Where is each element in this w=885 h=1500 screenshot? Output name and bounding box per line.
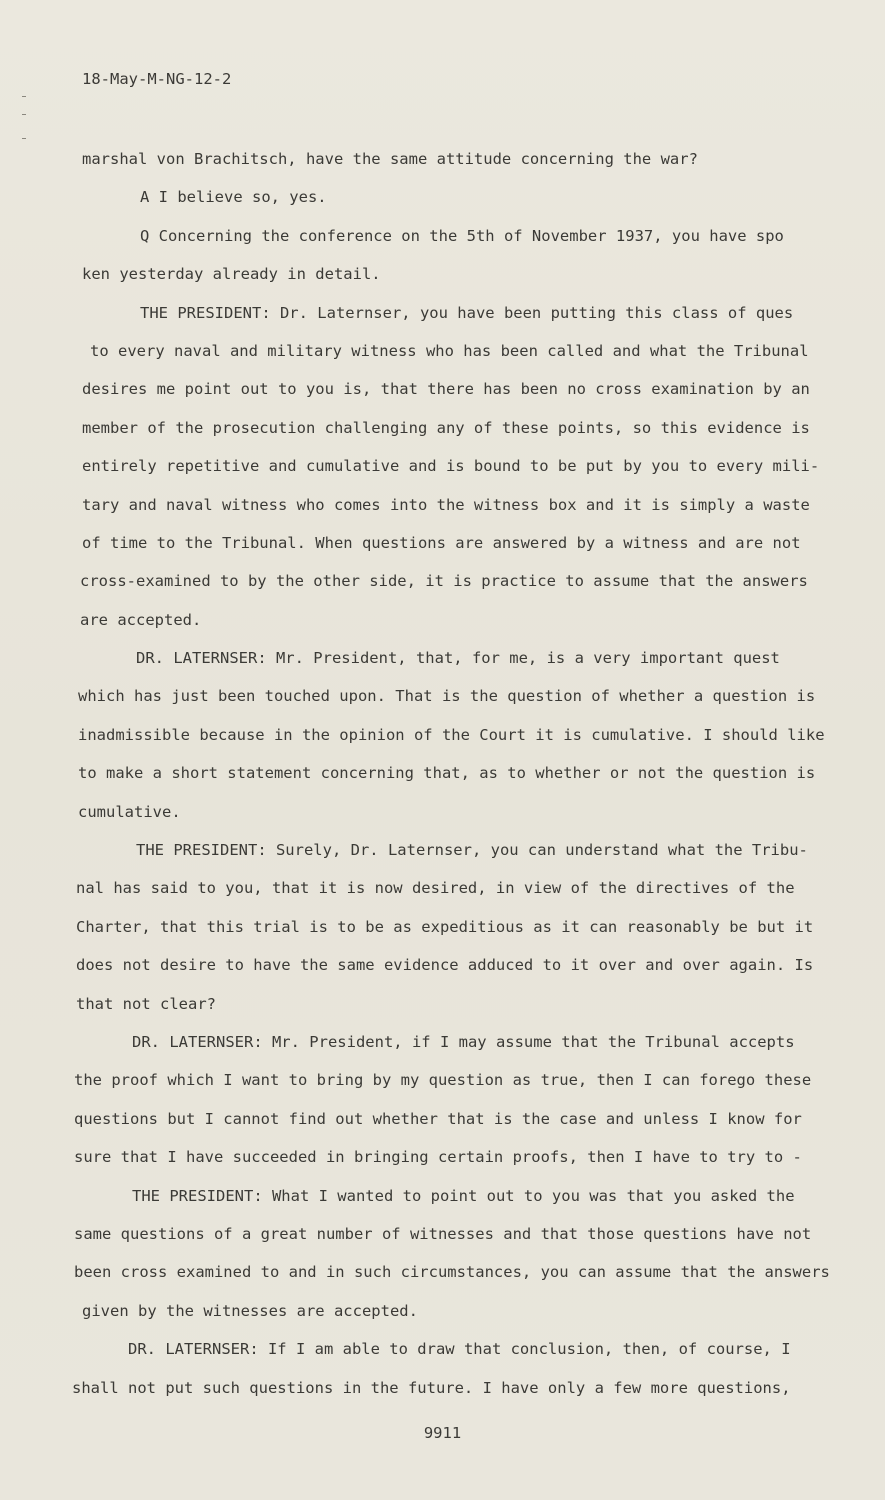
transcript-line: Charter, that this trial is to be as expeditious as it can reasonably be but it [76, 917, 814, 936]
transcript-line: marshal von Brachitsch, have the same attitude concerning the war? [82, 150, 698, 168]
transcript-line: questions but I cannot find out whether that is the case and unless I know for [74, 1109, 802, 1128]
transcript-line: desires me point out to you is, that there has been no cross examination by an [82, 380, 810, 399]
transcript-line: THE PRESIDENT: Dr. Laternser, you have been putting this class of ques [140, 303, 794, 322]
transcript-line: tary and naval witness who comes into the witness box and it is simply a waste [82, 495, 810, 514]
transcript-line: given by the witnesses are accepted. [82, 1301, 418, 1320]
transcript-line: A I believe so, yes. [140, 188, 327, 207]
transcript-line: been cross examined to and in such circumstances, you can assume that the answers [74, 1263, 830, 1282]
transcript-line: entirely repetitive and cumulative and is bound to be put by you to every mili- [82, 457, 820, 476]
transcript-body [70, 140, 840, 1407]
transcript-line: shall not put such questions in the future. I have only a few more questions, [72, 1378, 791, 1397]
page-number: 9911 [423, 1424, 462, 1442]
transcript-line: that not clear? [76, 994, 216, 1013]
transcript-line: Q Concerning the conference on the 5th of November 1937, you have spo [140, 226, 784, 245]
document-reference: 18-May-M-NG-12-2 [82, 70, 232, 88]
transcript-line: which has just been touched upon. That is the question of whether a question is [78, 687, 816, 706]
transcript-line: THE PRESIDENT: What I wanted to point out to you was that you asked the [132, 1186, 795, 1205]
transcript-line: to make a short statement concerning that, as to whether or not the question is [78, 764, 816, 783]
transcript-line: cross-examined to by the other side, it is practice to assume that the answers [80, 572, 808, 591]
transcript-line: DR. LATERNSER: If I am able to draw that conclusion, then, of course, I [128, 1340, 791, 1359]
transcript-line: THE PRESIDENT: Surely, Dr. Laternser, you can understand what the Tribu- [136, 841, 808, 860]
transcript-line: sure that I have succeeded in bringing certain proofs, then I have to try to - [74, 1148, 802, 1167]
transcript-line: nal has said to you, that it is now desired, in view of the directives of the [76, 879, 795, 898]
margin-marks [18, 92, 30, 152]
transcript-line: same questions of a great number of witnesses and that those questions have not [74, 1224, 812, 1243]
transcript-line: DR. LATERNSER: Mr. President, that, for me, is a very important quest [136, 649, 780, 668]
transcript-line: DR. LATERNSER: Mr. President, if I may assume that the Tribunal accepts [132, 1032, 795, 1051]
transcript-line: the proof which I want to bring by my question as true, then I can forego these [74, 1071, 812, 1090]
transcript-line: does not desire to have the same evidence adduced to it over and over again. Is [76, 956, 814, 975]
transcript-line: inadmissible because in the opinion of the Court it is cumulative. I should like [78, 725, 825, 744]
transcript-line: of time to the Tribunal. When questions are answered by a witness and are not [82, 533, 801, 552]
transcript-line: to every naval and military witness who has been called and what the Tribunal [90, 341, 809, 360]
transcript-line: ken yesterday already in detail. [82, 265, 381, 284]
transcript-line: cumulative. [78, 802, 181, 821]
transcript-line: member of the prosecution challenging any of these points, so this evidence is [82, 418, 810, 437]
transcript-line: are accepted. [80, 610, 202, 629]
